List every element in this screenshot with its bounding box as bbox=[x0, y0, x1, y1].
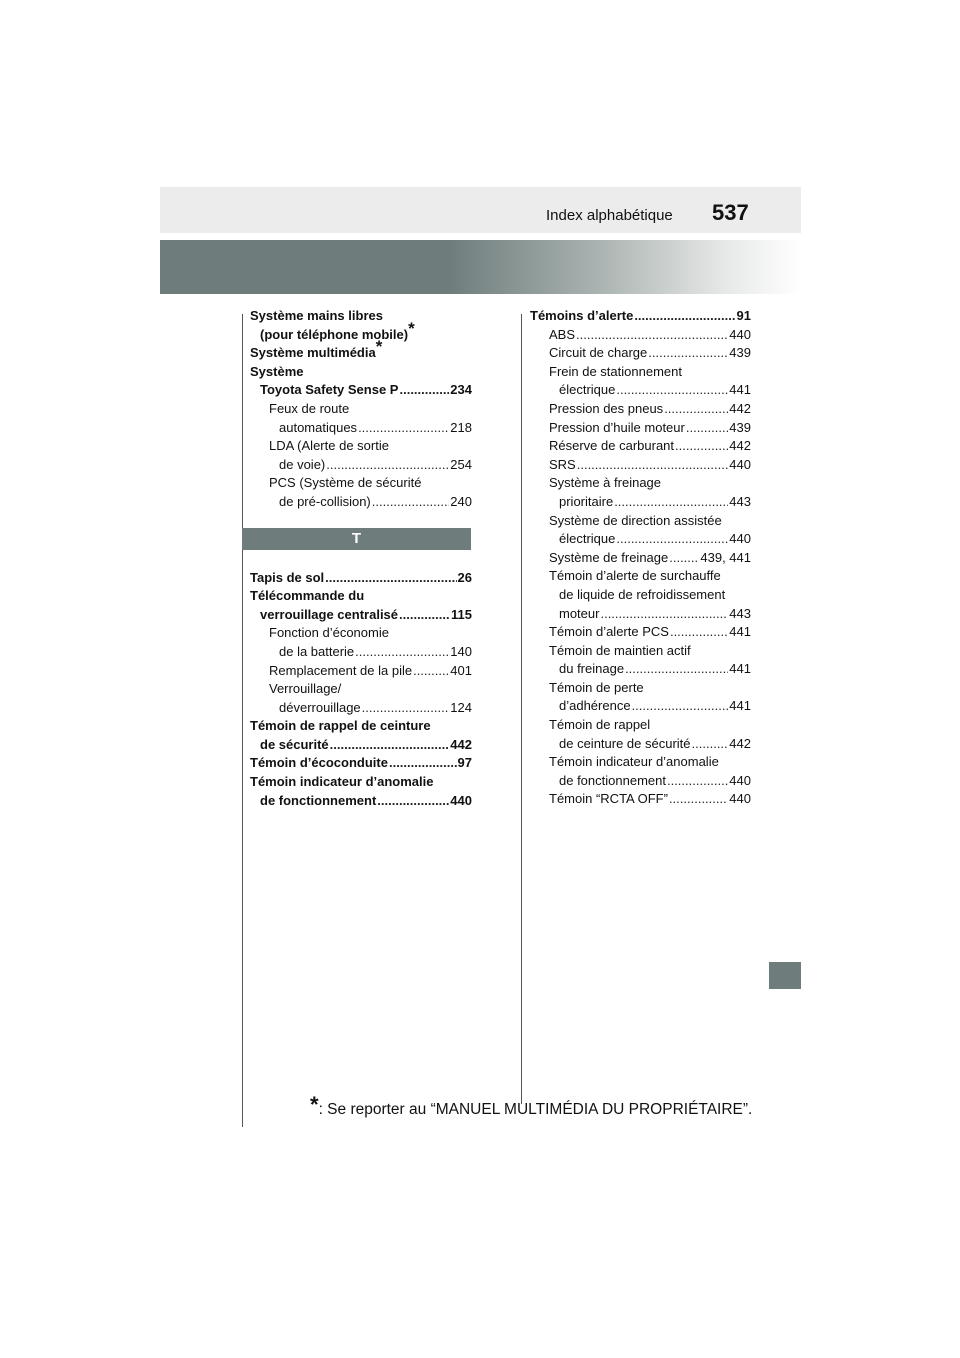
index-entry bbox=[250, 643, 472, 662]
dot-leader bbox=[577, 456, 729, 475]
index-entry-label: Système à freinage bbox=[549, 475, 662, 491]
index-entry bbox=[250, 337, 472, 363]
index-entry-text bbox=[549, 326, 575, 345]
index-entry-label: SRS bbox=[549, 456, 576, 472]
index-entry-label: Témoin d’écoconduite bbox=[250, 755, 388, 771]
index-entry-label: Fonction d’économie bbox=[269, 625, 389, 641]
dot-leader bbox=[667, 772, 728, 791]
index-entry bbox=[250, 437, 472, 456]
index-entry-label: Témoin de perte bbox=[549, 679, 644, 695]
index-entry bbox=[250, 587, 472, 606]
index-entry bbox=[530, 381, 751, 400]
index-entry-text bbox=[279, 456, 325, 475]
index-entry-text bbox=[269, 401, 349, 416]
index-entry bbox=[250, 307, 472, 326]
index-entry-text bbox=[250, 569, 324, 588]
index-entry-text bbox=[549, 549, 668, 568]
index-entry-label: Témoin d’alerte de surchauffe bbox=[549, 568, 721, 584]
dot-leader bbox=[399, 381, 449, 400]
page-reference: 443 bbox=[729, 605, 751, 621]
page-reference: 441 bbox=[729, 698, 751, 714]
index-entry-label: du freinage bbox=[559, 661, 625, 677]
index-entry-label: prioritaire bbox=[559, 493, 614, 509]
index-entry-text bbox=[549, 790, 668, 809]
index-entry-text bbox=[549, 364, 682, 379]
index-entry bbox=[250, 381, 472, 400]
index-entry bbox=[250, 363, 472, 382]
index-entry bbox=[530, 735, 751, 754]
index-entry-label: Système de direction assistée bbox=[549, 512, 722, 528]
page-reference: 26 bbox=[457, 569, 472, 585]
index-entry-label: Témoin indicateur d’anomalie bbox=[549, 754, 719, 770]
index-entry-text bbox=[559, 697, 631, 716]
index-entry bbox=[530, 326, 751, 345]
index-entry-text bbox=[549, 623, 669, 642]
index-entry-text bbox=[559, 381, 615, 400]
page-reference: 401 bbox=[450, 662, 472, 678]
dot-leader bbox=[692, 735, 729, 754]
dot-leader bbox=[686, 419, 728, 438]
page-reference: 115 bbox=[451, 606, 472, 622]
dot-leader bbox=[358, 419, 449, 438]
index-entry-label: déverrouillage bbox=[279, 699, 361, 715]
index-entry-label: Système de freinage bbox=[549, 549, 669, 565]
footnote-asterisk: * bbox=[310, 1092, 319, 1117]
dot-leader bbox=[399, 606, 450, 625]
index-entry-label: Télécommande du bbox=[250, 588, 365, 604]
index-entry bbox=[530, 605, 751, 624]
index-entry-label: Témoin d’alerte PCS bbox=[549, 624, 669, 640]
index-entry-text bbox=[279, 643, 354, 662]
page-reference: 442 bbox=[729, 400, 751, 416]
dot-leader bbox=[330, 736, 450, 755]
index-entry bbox=[250, 419, 472, 438]
footnote-asterisk: * bbox=[375, 337, 383, 357]
chapter-tab-marker bbox=[769, 962, 801, 989]
index-entry-text bbox=[549, 456, 576, 475]
index-entry-label: Témoins d’alerte bbox=[530, 308, 634, 323]
section-title: Index alphabétique bbox=[546, 207, 673, 224]
index-entry bbox=[250, 662, 472, 681]
dot-leader bbox=[632, 697, 729, 716]
index-entry bbox=[530, 697, 751, 716]
page-reference: 441 bbox=[729, 624, 751, 640]
index-entry-label: de liquide de refroidissement bbox=[559, 586, 726, 602]
index-entry-label: Témoin de rappel de ceinture bbox=[250, 718, 431, 734]
index-entry bbox=[530, 772, 751, 791]
page-reference: 439, 441 bbox=[700, 549, 751, 565]
index-entry-text bbox=[549, 717, 650, 732]
index-entry bbox=[530, 716, 751, 735]
index-entry bbox=[250, 569, 472, 588]
index-entry-label: Feux de route bbox=[269, 400, 350, 416]
page-reference: 441 bbox=[729, 382, 751, 398]
index-entry bbox=[250, 624, 472, 643]
index-entry-label: Tapis de sol bbox=[250, 569, 325, 585]
index-entry-label: de ceinture de sécurité bbox=[559, 735, 691, 751]
index-group-s bbox=[250, 307, 472, 512]
index-entry-label: (pour téléphone mobile) bbox=[260, 326, 409, 342]
index-group-t bbox=[250, 569, 472, 811]
section-letter-header: T bbox=[242, 528, 471, 550]
dot-leader bbox=[616, 530, 728, 549]
index-entry bbox=[530, 642, 751, 661]
index-entry-label: électrique bbox=[559, 531, 616, 547]
index-entry bbox=[530, 474, 751, 493]
index-entry bbox=[250, 474, 472, 493]
index-entry-label: de voie) bbox=[279, 456, 326, 472]
page-reference: 234 bbox=[450, 382, 472, 398]
index-group-t-continued bbox=[530, 307, 751, 809]
page-reference: 442 bbox=[729, 735, 751, 751]
index-entry bbox=[530, 363, 751, 382]
index-entry-text bbox=[260, 381, 398, 400]
index-entry-text bbox=[549, 680, 644, 695]
index-entry bbox=[530, 456, 751, 475]
index-entry bbox=[530, 660, 751, 679]
index-entry-text bbox=[549, 344, 647, 363]
index-entry-label: de fonctionnement bbox=[559, 772, 666, 788]
index-entry-text bbox=[559, 660, 624, 679]
page-reference: 218 bbox=[450, 419, 472, 435]
index-entry bbox=[530, 512, 751, 531]
index-entry-label: de fonctionnement bbox=[260, 792, 377, 808]
index-entry-label: de sécurité bbox=[260, 736, 329, 752]
middle-column-rule bbox=[521, 314, 522, 1104]
dot-leader bbox=[576, 326, 728, 345]
index-entry-label: électrique bbox=[559, 382, 616, 398]
index-entry-text bbox=[549, 419, 685, 438]
index-entry-label: de pré-collision) bbox=[279, 493, 371, 509]
index-entry-label: Frein de stationnement bbox=[549, 363, 682, 379]
index-entry bbox=[530, 530, 751, 549]
index-entry-text bbox=[250, 754, 388, 773]
index-entry-text bbox=[279, 493, 371, 512]
index-entry-label: Remplacement de la pile bbox=[269, 662, 413, 678]
page-reference: 440 bbox=[729, 326, 751, 342]
index-entry-label: Témoin de rappel bbox=[549, 717, 651, 733]
index-entry-text bbox=[269, 625, 389, 640]
index-entry bbox=[250, 717, 472, 736]
index-entry bbox=[530, 419, 751, 438]
index-entry bbox=[250, 736, 472, 755]
index-entry bbox=[530, 549, 751, 568]
index-entry bbox=[530, 567, 751, 586]
index-entry bbox=[250, 493, 472, 512]
dot-leader bbox=[625, 660, 728, 679]
index-entry-label: Pression d’huile moteur bbox=[549, 419, 685, 435]
dot-leader bbox=[616, 381, 728, 400]
page-reference: 254 bbox=[450, 456, 472, 472]
index-entry bbox=[530, 437, 751, 456]
index-entry-text bbox=[269, 662, 412, 681]
dot-leader bbox=[372, 493, 450, 512]
index-entry-text bbox=[549, 643, 691, 658]
page-reference: 440 bbox=[729, 531, 751, 547]
index-entry bbox=[530, 493, 751, 512]
index-entry-text bbox=[530, 307, 633, 326]
dot-leader bbox=[389, 754, 457, 773]
page-reference: 440 bbox=[729, 456, 751, 472]
index-entry-text bbox=[250, 718, 431, 733]
index-entry-label: Système bbox=[250, 363, 304, 379]
page-reference: 440 bbox=[729, 791, 751, 807]
page-reference: 97 bbox=[457, 755, 472, 771]
index-entry-text bbox=[279, 699, 361, 718]
index-entry bbox=[530, 307, 751, 326]
dot-leader bbox=[669, 549, 699, 568]
page-reference: 443 bbox=[729, 493, 751, 509]
index-entry-text bbox=[260, 792, 376, 811]
index-entry-text bbox=[279, 419, 357, 438]
index-entry-label: Témoin de maintien actif bbox=[549, 642, 691, 658]
index-entry-text bbox=[250, 774, 433, 789]
index-entry-text bbox=[269, 475, 421, 490]
index-entry bbox=[250, 773, 472, 792]
index-entry-label: automatiques bbox=[279, 419, 358, 435]
index-entry-text bbox=[549, 568, 721, 583]
index-entry bbox=[250, 400, 472, 419]
page-reference: 439 bbox=[729, 419, 751, 435]
page-reference: 442 bbox=[450, 736, 472, 752]
dot-leader bbox=[325, 569, 456, 588]
index-entry bbox=[530, 753, 751, 772]
index-entry-label: Pression des pneus bbox=[549, 400, 664, 416]
index-entry-text bbox=[559, 772, 666, 791]
index-entry-text bbox=[250, 588, 364, 603]
footnote-asterisk: * bbox=[408, 318, 415, 338]
dot-leader bbox=[634, 307, 735, 326]
index-entry-label: ABS bbox=[549, 326, 576, 342]
page-reference: 442 bbox=[729, 438, 751, 454]
decorative-gradient-band bbox=[160, 240, 801, 294]
index-entry bbox=[530, 679, 751, 698]
page-reference: 240 bbox=[450, 493, 472, 509]
dot-leader bbox=[355, 643, 449, 662]
page-number: 537 bbox=[712, 200, 749, 225]
page-reference: 441 bbox=[729, 661, 751, 677]
dot-leader bbox=[675, 437, 728, 456]
index-entry bbox=[530, 400, 751, 419]
index-entry-text bbox=[250, 308, 383, 323]
index-entry-label: verrouillage centralisé bbox=[260, 606, 399, 622]
index-entry bbox=[530, 623, 751, 642]
index-entry-label: Témoin “RCTA OFF” bbox=[549, 791, 668, 807]
index-column-right bbox=[530, 307, 751, 809]
index-entry bbox=[250, 456, 472, 475]
index-entry-label: Circuit de charge bbox=[549, 345, 648, 361]
index-entry bbox=[250, 318, 472, 345]
index-entry bbox=[530, 586, 751, 605]
index-entry-text bbox=[559, 493, 613, 512]
dot-leader bbox=[413, 662, 449, 681]
page-reference: 124 bbox=[450, 699, 472, 715]
index-entry bbox=[250, 606, 472, 625]
dot-leader bbox=[669, 790, 728, 809]
index-entry-text bbox=[269, 438, 389, 453]
index-entry-text bbox=[260, 736, 329, 755]
index-entry-text bbox=[559, 605, 599, 624]
index-entry-label: Témoin indicateur d’anomalie bbox=[250, 774, 434, 790]
index-entry-text bbox=[559, 530, 615, 549]
dot-leader bbox=[377, 792, 449, 811]
index-entry-text bbox=[260, 318, 415, 342]
index-entry-text bbox=[549, 475, 661, 490]
dot-leader bbox=[600, 605, 728, 624]
index-entry-text bbox=[260, 606, 398, 625]
index-entry bbox=[250, 754, 472, 773]
page-reference: 440 bbox=[729, 772, 751, 788]
index-entry-text bbox=[559, 587, 725, 602]
index-entry-text bbox=[549, 437, 674, 456]
index-entry-text bbox=[549, 400, 663, 419]
index-entry-label: Verrouillage/ bbox=[269, 681, 342, 697]
index-entry-label: Toyota Safety Sense P bbox=[260, 382, 399, 398]
dot-leader bbox=[326, 456, 449, 475]
index-entry-label: Système multimédia bbox=[250, 345, 376, 361]
index-entry bbox=[250, 680, 472, 699]
index-entry bbox=[250, 792, 472, 811]
index-entry-text bbox=[250, 337, 383, 361]
footnote-text: : Se reporter au “MANUEL MULTIMÉDIA DU PROPRIÉTAIRE”. bbox=[318, 1101, 753, 1118]
footnote bbox=[310, 1092, 753, 1119]
index-entry-text bbox=[549, 513, 722, 528]
index-entry-text bbox=[250, 364, 303, 379]
index-entry bbox=[530, 790, 751, 809]
index-entry-text bbox=[559, 735, 691, 754]
index-entry bbox=[250, 699, 472, 718]
dot-leader bbox=[614, 493, 728, 512]
dot-leader bbox=[670, 623, 728, 642]
dot-leader bbox=[648, 344, 728, 363]
left-column-rule bbox=[242, 314, 243, 1127]
page-reference: 440 bbox=[450, 792, 472, 808]
page-reference: 91 bbox=[736, 308, 751, 323]
index-entry-label: d’adhérence bbox=[559, 698, 631, 714]
index-entry-label: Réserve de carburant bbox=[549, 438, 675, 454]
header-bar bbox=[160, 187, 801, 233]
index-entry-text bbox=[269, 681, 341, 696]
index-entry-label: moteur bbox=[559, 605, 600, 621]
index-column-left bbox=[250, 307, 472, 810]
dot-leader bbox=[362, 699, 450, 718]
page-reference: 439 bbox=[729, 345, 751, 361]
index-entry-label: Système mains libres bbox=[250, 308, 383, 323]
dot-leader bbox=[664, 400, 728, 419]
index-entry bbox=[530, 344, 751, 363]
page-reference: 140 bbox=[450, 643, 472, 659]
index-entry-label: LDA (Alerte de sortie bbox=[269, 438, 389, 454]
index-entry-text bbox=[549, 754, 719, 769]
index-entry-label: de la batterie bbox=[279, 643, 355, 659]
index-entry-label: PCS (Système de sécurité bbox=[269, 475, 422, 491]
